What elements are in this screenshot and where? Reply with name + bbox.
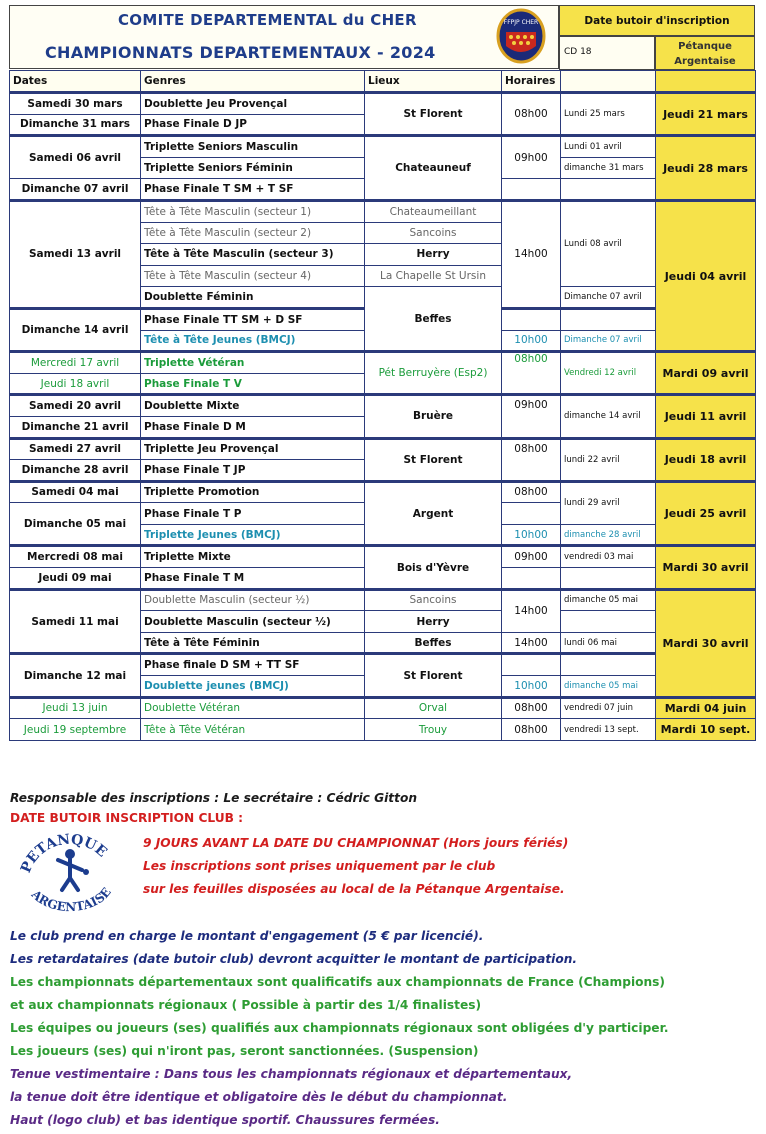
genre-cell: Tête à Tête Masculin (secteur 1) — [141, 200, 365, 222]
butoir-cell: Jeudi 21 mars — [656, 93, 756, 136]
genre-cell: Triplette Seniors Masculin — [141, 136, 365, 158]
inscription-cell: lundi 22 avril — [561, 438, 656, 481]
genre-cell: Tête à Tête Masculin (secteur 2) — [141, 222, 365, 244]
inscription-cell: dimanche 14 avril — [561, 395, 656, 438]
lieu-cell: Sancoins — [365, 222, 502, 244]
butoir-cell: Mardi 30 avril — [656, 589, 756, 697]
date-cell: Samedi 06 avril — [10, 136, 141, 179]
lieu-cell: Beffes — [365, 287, 502, 352]
horaire-cell: 10h00 — [502, 330, 561, 352]
note-line-1: Le club prend en charge le montant d'engagement (5 € par licencié). — [10, 929, 484, 943]
lieu-cell: St Florent — [365, 654, 502, 697]
date-cell: Samedi 04 mai — [10, 481, 141, 503]
horaire-cell: 09h00 — [502, 395, 561, 438]
rule-line-1: 9 JOURS AVANT LA DATE DU CHAMPIONNAT (Hors jours fériés) — [143, 836, 569, 850]
horaire-cell: 08h00 — [502, 93, 561, 136]
col-inscription-empty — [561, 71, 656, 93]
inscription-cell: vendredi 13 sept. — [561, 719, 656, 741]
lieu-cell: Bruère — [365, 395, 502, 438]
horaire-cell: 09h00 — [502, 546, 561, 568]
genre-cell: Triplette Jeunes (BMCJ) — [141, 524, 365, 546]
logo-text: FFPJP CHER — [503, 19, 539, 26]
date-cell: Dimanche 21 avril — [10, 416, 141, 438]
inscription-cell: lundi 06 mai — [561, 632, 656, 654]
genre-cell: Phase Finale T JP — [141, 460, 365, 482]
horaire-cell-empty — [502, 503, 561, 525]
genre-cell: Tête à Tête Féminin — [141, 632, 365, 654]
note-line-7: Tenue vestimentaire : Dans tous les championnats régionaux et départementaux, — [10, 1067, 573, 1081]
butoir-cell: Mardi 09 avril — [656, 352, 756, 395]
inscription-cell: vendredi 03 mai — [561, 546, 656, 568]
horaire-cell: 08h00 — [502, 481, 561, 503]
date-cell: Jeudi 13 juin — [10, 697, 141, 719]
note-line-9: Haut (logo club) et bas identique sportif. Chaussures fermées. — [10, 1113, 440, 1127]
cd-label: CD 18 — [564, 47, 592, 57]
genre-cell: Doublette Masculin (secteur ½) — [141, 589, 365, 611]
club-cell — [655, 36, 755, 70]
genre-cell: Phase Finale T M — [141, 568, 365, 590]
inscription-cell: dimanche 31 mars — [561, 157, 656, 179]
butoir-cell: Jeudi 18 avril — [656, 438, 756, 481]
date-cell: Dimanche 28 avril — [10, 460, 141, 482]
genre-cell: Tête à Tête Jeunes (BMCJ) — [141, 330, 365, 352]
petanque-argentaise-logo — [14, 832, 126, 920]
col-horaires: Horaires — [502, 71, 561, 93]
deadline-label: Date butoir d'inscription — [584, 14, 730, 27]
lieu-cell: La Chapelle St Ursin — [365, 265, 502, 287]
lieu-cell: Herry — [365, 611, 502, 633]
horaire-cell-empty — [502, 179, 561, 201]
lieu-cell: Beffes — [365, 632, 502, 654]
genre-cell: Doublette Mixte — [141, 395, 365, 417]
genre-cell: Doublette Jeu Provençal — [141, 93, 365, 115]
date-cell: Samedi 13 avril — [10, 200, 141, 308]
date-cell: Mercredi 08 mai — [10, 546, 141, 568]
table-row — [10, 200, 756, 222]
lieu-cell: Chateaumeillant — [365, 200, 502, 222]
lieu-cell: Argent — [365, 481, 502, 546]
inscription-cell: lundi 29 avril — [561, 481, 656, 524]
genre-cell: Doublette Féminin — [141, 287, 365, 309]
butoir-cell: Jeudi 11 avril — [656, 395, 756, 438]
genre-cell: Triplette Jeu Provençal — [141, 438, 365, 460]
table-header-row — [10, 71, 756, 93]
inscription-cell: dimanche 05 mai — [561, 676, 656, 698]
col-dates: Dates — [10, 71, 141, 93]
club-deadline-heading: DATE BUTOIR INSCRIPTION CLUB : — [10, 811, 244, 825]
note-line-8: la tenue doit être identique et obligatoire dès le début du championnat. — [10, 1090, 508, 1104]
inscription-cell: dimanche 05 mai — [561, 589, 656, 611]
horaire-cell-empty — [502, 568, 561, 590]
date-cell: Mercredi 17 avril — [10, 352, 141, 374]
table-row — [10, 546, 756, 568]
butoir-cell: Mardi 30 avril — [656, 546, 756, 589]
genre-cell: Triplette Mixte — [141, 546, 365, 568]
genre-cell: Triplette Vétéran — [141, 352, 365, 374]
horaire-cell: 08h00 — [502, 719, 561, 741]
col-lieux: Lieux — [365, 71, 502, 93]
inscription-cell-empty — [561, 611, 656, 633]
lieu-cell: St Florent — [365, 93, 502, 136]
rule-line-2: Les inscriptions sont prises uniquement par le club — [143, 859, 496, 873]
cd-cell — [559, 36, 655, 70]
horaire-cell-empty — [502, 654, 561, 676]
note-line-4: et aux championnats régionaux ( Possible à partir des 1/4 finalistes) — [10, 998, 482, 1012]
genre-cell: Tête à Tête Masculin (secteur 3) — [141, 244, 365, 266]
inscription-cell: vendredi 07 juin — [561, 697, 656, 719]
note-line-5: Les équipes ou joueurs (ses) qualifiés aux championnats régionaux sont obligées d'y participer. — [10, 1021, 669, 1035]
butoir-cell: Jeudi 25 avril — [656, 481, 756, 546]
genre-cell: Tête à Tête Vétéran — [141, 719, 365, 741]
lieu-cell: Bois d'Yèvre — [365, 546, 502, 589]
butoir-cell: Mardi 04 juin — [656, 697, 756, 719]
logo-bottom-text: ARGENTAISE — [28, 885, 114, 915]
table-row — [10, 438, 756, 460]
inscription-cell-empty — [561, 568, 656, 590]
date-cell: Dimanche 14 avril — [10, 308, 141, 351]
date-cell: Dimanche 12 mai — [10, 654, 141, 697]
genre-cell: Phase Finale D M — [141, 416, 365, 438]
butoir-cell: Jeudi 28 mars — [656, 136, 756, 201]
inscription-cell: Dimanche 07 avril — [561, 330, 656, 352]
date-cell: Dimanche 07 avril — [10, 179, 141, 201]
genre-cell: Triplette Promotion — [141, 481, 365, 503]
butoir-cell: Jeudi 04 avril — [656, 200, 756, 351]
inscription-cell-empty — [561, 308, 656, 330]
table-row — [10, 481, 756, 503]
lieu-cell: Sancoins — [365, 589, 502, 611]
note-line-6: Les joueurs (ses) qui n'iront pas, seront sanctionnées. (Suspension) — [10, 1044, 479, 1058]
table-row — [10, 93, 756, 115]
col-butoir-empty — [656, 71, 756, 93]
title-line-1: COMITE DEPARTEMENTAL du CHER — [118, 11, 417, 29]
lieu-cell: Trouy — [365, 719, 502, 741]
date-cell: Samedi 27 avril — [10, 438, 141, 460]
genre-cell: Doublette Vétéran — [141, 697, 365, 719]
genre-cell: Phase Finale T P — [141, 503, 365, 525]
table-row — [10, 589, 756, 611]
club-name-line2: Argentaise — [674, 56, 736, 67]
genre-cell: Phase Finale TT SM + D SF — [141, 308, 365, 330]
inscription-cell: Lundi 25 mars — [561, 93, 656, 136]
genre-cell: Phase Finale D JP — [141, 114, 365, 136]
genre-cell: Doublette jeunes (BMCJ) — [141, 676, 365, 698]
horaire-cell: 14h00 — [502, 589, 561, 632]
horaire-cell: 08h00 — [502, 352, 561, 395]
lieu-cell: Herry — [365, 244, 502, 266]
date-cell: Samedi 30 mars — [10, 93, 141, 115]
lieu-cell: Pét Berruyère (Esp2) — [365, 352, 502, 395]
table-row — [10, 697, 756, 719]
date-cell: Samedi 20 avril — [10, 395, 141, 417]
butoir-cell: Mardi 10 sept. — [656, 719, 756, 741]
date-cell: Jeudi 19 septembre — [10, 719, 141, 741]
lieu-cell: Orval — [365, 697, 502, 719]
inscription-cell: Dimanche 07 avril — [561, 287, 656, 309]
cher-shield-logo — [496, 8, 546, 64]
inscription-cell: Vendredi 12 avril — [561, 352, 656, 395]
horaire-cell: 08h00 — [502, 697, 561, 719]
genre-cell: Phase finale D SM + TT SF — [141, 654, 365, 676]
table-row — [10, 719, 756, 741]
inscription-cell-empty — [561, 179, 656, 201]
table-row — [10, 352, 756, 374]
table-row — [10, 654, 756, 676]
date-cell: Dimanche 31 mars — [10, 114, 141, 136]
responsable-line: Responsable des inscriptions : Le secrétaire : Cédric Gitton — [10, 791, 417, 805]
inscription-cell: dimanche 28 avril — [561, 524, 656, 546]
genre-cell: Triplette Seniors Féminin — [141, 157, 365, 179]
date-cell: Samedi 11 mai — [10, 589, 141, 654]
schedule-table — [9, 70, 756, 741]
title-line-2: CHAMPIONNATS DEPARTEMENTAUX - 2024 — [45, 43, 436, 62]
club-name-line1: Pétanque — [678, 41, 732, 52]
logo-top-text: PETANQUE — [18, 832, 110, 876]
genre-cell: Phase Finale T SM + T SF — [141, 179, 365, 201]
table-row — [10, 395, 756, 417]
col-genres: Genres — [141, 71, 365, 93]
horaire-cell: 10h00 — [502, 524, 561, 546]
horaire-cell: 14h00 — [502, 200, 561, 308]
date-cell: Jeudi 18 avril — [10, 373, 141, 395]
deadline-header — [559, 5, 755, 36]
note-line-2: Les retardataires (date butoir club) devront acquitter le montant de participation. — [10, 952, 578, 966]
horaire-cell: 10h00 — [502, 676, 561, 698]
inscription-cell: Lundi 01 avril — [561, 136, 656, 158]
horaire-cell: 08h00 — [502, 438, 561, 481]
horaire-cell: 14h00 — [502, 632, 561, 654]
inscription-cell: Lundi 08 avril — [561, 200, 656, 286]
rule-line-3: sur les feuilles disposées au local de la Pétanque Argentaise. — [143, 882, 565, 896]
note-line-3: Les championnats départementaux sont qualificatifs aux championnats de France (Champions) — [10, 975, 665, 989]
genre-cell: Phase Finale T V — [141, 373, 365, 395]
genre-cell: Doublette Masculin (secteur ½) — [141, 611, 365, 633]
date-cell: Jeudi 09 mai — [10, 568, 141, 590]
date-cell: Dimanche 05 mai — [10, 503, 141, 546]
horaire-cell: 09h00 — [502, 136, 561, 179]
inscription-cell-empty — [561, 654, 656, 676]
lieu-cell: St Florent — [365, 438, 502, 481]
genre-cell: Tête à Tête Masculin (secteur 4) — [141, 265, 365, 287]
table-row — [10, 136, 756, 158]
lieu-cell: Chateauneuf — [365, 136, 502, 201]
horaire-cell-empty — [502, 308, 561, 330]
